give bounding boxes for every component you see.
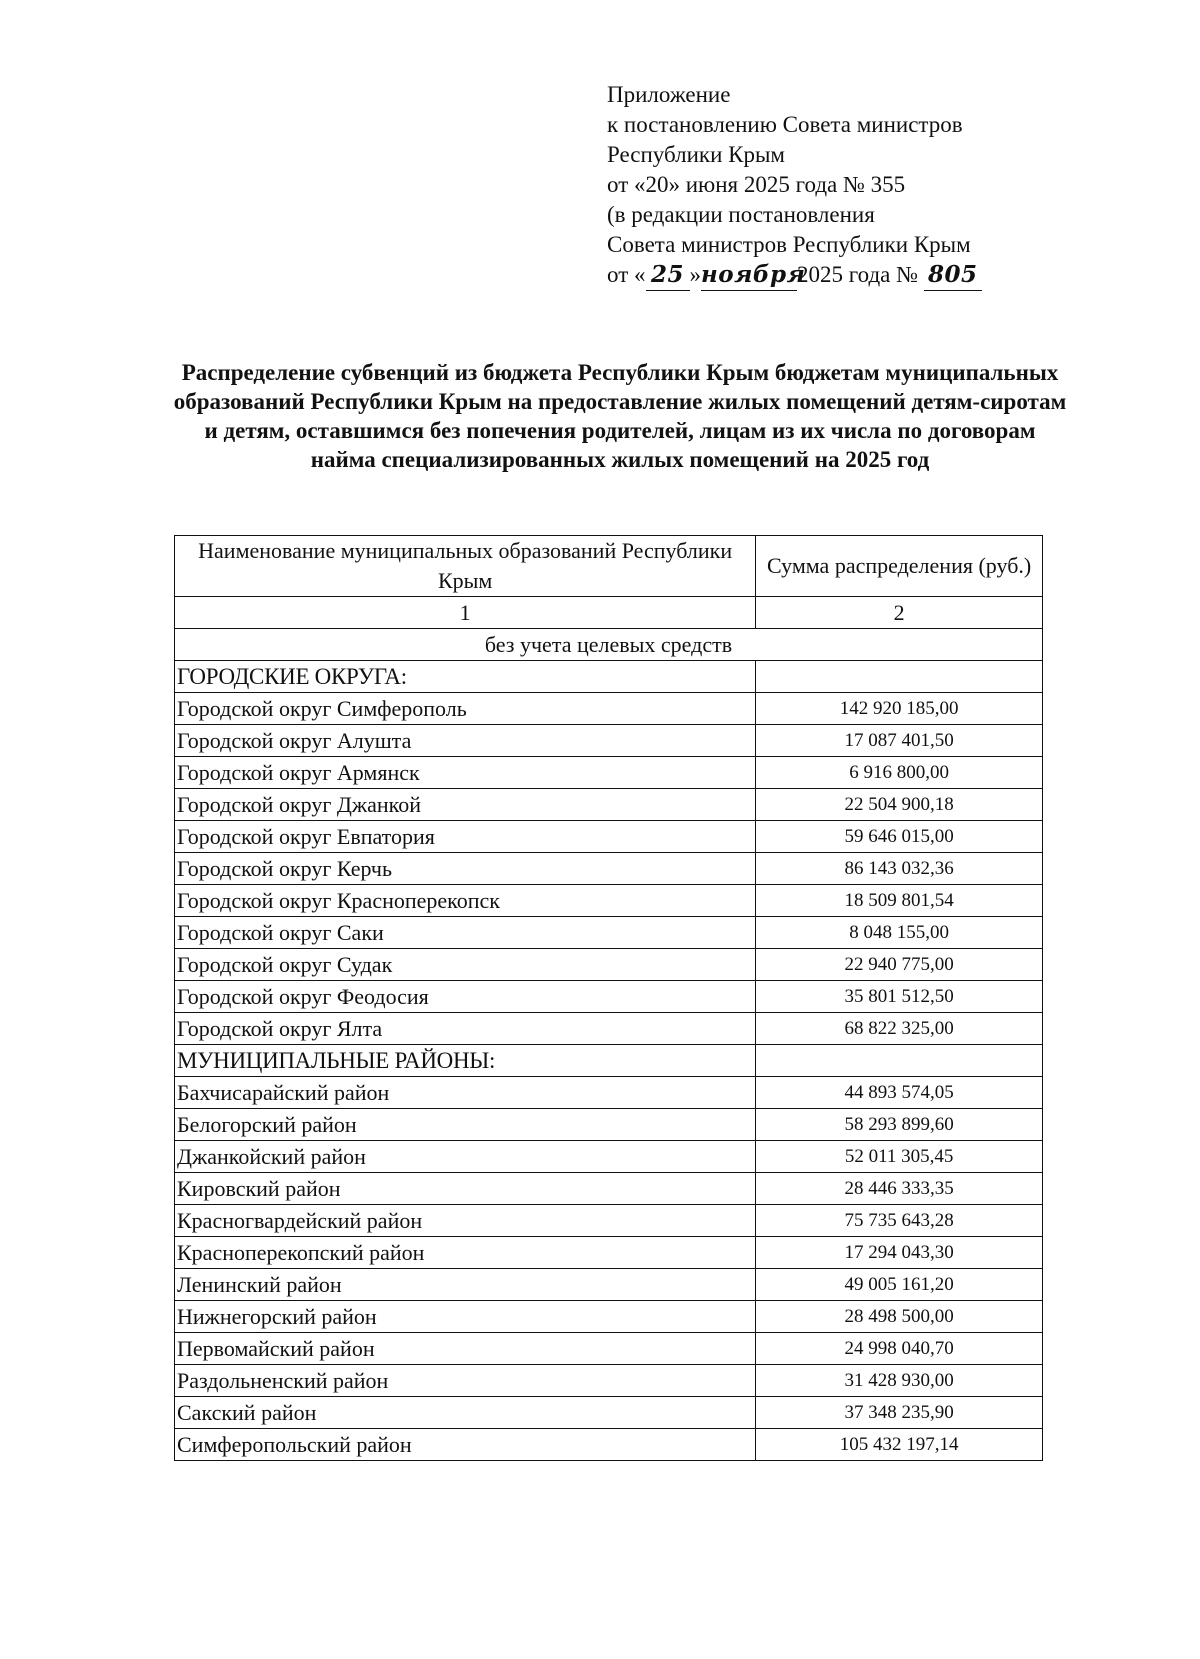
table-row	[175, 949, 1043, 981]
municipality-name: Городской округ Керчь	[175, 853, 756, 885]
municipality-name: Джанкойский район	[175, 1141, 756, 1173]
table-row	[175, 1365, 1043, 1397]
distribution-amount: 28 446 333,35	[756, 1173, 1043, 1205]
distribution-amount: 17 087 401,50	[756, 725, 1043, 757]
table-row	[175, 1301, 1043, 1333]
table-row	[175, 885, 1043, 917]
municipality-name: Кировский район	[175, 1173, 756, 1205]
municipality-name: Городской округ Феодосия	[175, 981, 756, 1013]
table-row	[175, 1077, 1043, 1109]
appendix-line-5: (в редакции постановления	[607, 202, 875, 227]
table-row	[175, 1333, 1043, 1365]
span-row	[175, 629, 1043, 661]
municipality-name: Сакский район	[175, 1397, 756, 1429]
table-row	[175, 693, 1043, 725]
section-title: ГОРОДСКИЕ ОКРУГА:	[175, 661, 756, 693]
table-row	[175, 981, 1043, 1013]
distribution-amount: 18 509 801,54	[756, 885, 1043, 917]
municipality-name: Городской округ Саки	[175, 917, 756, 949]
appendix-line-3: Республики Крым	[607, 142, 785, 167]
table-row	[175, 1173, 1043, 1205]
appendix-date-sep: »	[689, 262, 701, 287]
table-row	[175, 917, 1043, 949]
table-row	[175, 1397, 1043, 1429]
distribution-amount: 58 293 899,60	[756, 1109, 1043, 1141]
distribution-amount: 28 498 500,00	[756, 1301, 1043, 1333]
appendix-date-prefix: от «	[607, 262, 646, 287]
distribution-amount: 31 428 930,00	[756, 1365, 1043, 1397]
distribution-amount: 35 801 512,50	[756, 981, 1043, 1013]
municipality-name: Ленинский район	[175, 1269, 756, 1301]
table-row	[175, 853, 1043, 885]
handwritten-month: ноября	[701, 260, 797, 291]
municipality-name: Городской округ Алушта	[175, 725, 756, 757]
municipality-name: Городской округ Судак	[175, 949, 756, 981]
distribution-amount: 44 893 574,05	[756, 1077, 1043, 1109]
municipality-name: Красноперекопский район	[175, 1237, 756, 1269]
distribution-amount: 86 143 032,36	[756, 853, 1043, 885]
document-title: Распределение субвенций из бюджета Республики Крым бюджетам муниципальных образований Республики Крым на предоставление жилых помещений детям-сиротам и детям, оставшимся без попечения родителей, лицам из их числа по договорам найма специализированных жилых помещений на 2025 год	[173, 360, 1067, 472]
handwritten-day: 25	[646, 260, 690, 291]
distribution-amount: 37 348 235,90	[756, 1397, 1043, 1429]
municipality-name: Красногвардейский район	[175, 1205, 756, 1237]
distribution-amount: 6 916 800,00	[756, 757, 1043, 789]
table-row	[175, 1013, 1043, 1045]
distribution-amount: 52 011 305,45	[756, 1141, 1043, 1173]
table-row	[175, 821, 1043, 853]
appendix-line-2: к постановлению Совета министров	[607, 112, 963, 137]
section-row	[175, 661, 1043, 693]
distribution-amount: 142 920 185,00	[756, 693, 1043, 725]
distribution-amount: 24 998 040,70	[756, 1333, 1043, 1365]
appendix-date-year: 2025 года №	[797, 262, 919, 287]
municipality-name: Первомайский район	[175, 1333, 756, 1365]
municipality-name: Раздольненский район	[175, 1365, 756, 1397]
municipality-name: Городской округ Ялта	[175, 1013, 756, 1045]
municipality-name: Нижнегорский район	[175, 1301, 756, 1333]
municipality-name: Городской округ Евпатория	[175, 821, 756, 853]
table-row	[175, 725, 1043, 757]
distribution-amount: 49 005 161,20	[756, 1269, 1043, 1301]
table-row	[175, 1429, 1043, 1461]
table-row	[175, 1109, 1043, 1141]
distribution-amount: 68 822 325,00	[756, 1013, 1043, 1045]
municipality-name: Городской округ Красноперекопск	[175, 885, 756, 917]
distribution-amount: 59 646 015,00	[756, 821, 1043, 853]
appendix-line-1: Приложение	[607, 82, 731, 107]
table-header-row	[175, 536, 1043, 597]
distribution-amount: 22 504 900,18	[756, 789, 1043, 821]
distribution-amount: 22 940 775,00	[756, 949, 1043, 981]
distribution-table	[174, 535, 1043, 1461]
table-row	[175, 789, 1043, 821]
table-row	[175, 1269, 1043, 1301]
appendix-line-7	[607, 260, 982, 291]
municipality-name: Городской округ Армянск	[175, 757, 756, 789]
table-row	[175, 1237, 1043, 1269]
distribution-amount: 17 294 043,30	[756, 1237, 1043, 1269]
appendix-line-6: Совета министров Республики Крым	[607, 232, 971, 257]
municipality-name: Городской округ Симферополь	[175, 693, 756, 725]
table-row	[175, 1141, 1043, 1173]
section-amount-empty	[756, 1045, 1043, 1077]
section-row	[175, 1045, 1043, 1077]
handwritten-number: 805	[924, 260, 982, 291]
table-row	[175, 757, 1043, 789]
span-note: без учета целевых средств	[175, 629, 1043, 661]
distribution-amount: 105 432 197,14	[756, 1429, 1043, 1461]
appendix-block	[607, 80, 982, 291]
column-number-2: 2	[756, 597, 1043, 629]
header-municipality: Наименование муниципальных образований Республики Крым	[175, 536, 756, 597]
municipality-name: Белогорский район	[175, 1109, 756, 1141]
municipality-name: Бахчисарайский район	[175, 1077, 756, 1109]
table-body	[175, 661, 1043, 1461]
municipality-name: Симферопольский район	[175, 1429, 756, 1461]
column-number-1: 1	[175, 597, 756, 629]
section-title: МУНИЦИПАЛЬНЫЕ РАЙОНЫ:	[175, 1045, 756, 1077]
header-amount: Сумма распределения (руб.)	[756, 536, 1043, 597]
municipality-name: Городской округ Джанкой	[175, 789, 756, 821]
column-number-row	[175, 597, 1043, 629]
table-row	[175, 1205, 1043, 1237]
distribution-amount: 75 735 643,28	[756, 1205, 1043, 1237]
section-amount-empty	[756, 661, 1043, 693]
distribution-amount: 8 048 155,00	[756, 917, 1043, 949]
appendix-line-4: от «20» июня 2025 года № 355	[607, 172, 906, 197]
